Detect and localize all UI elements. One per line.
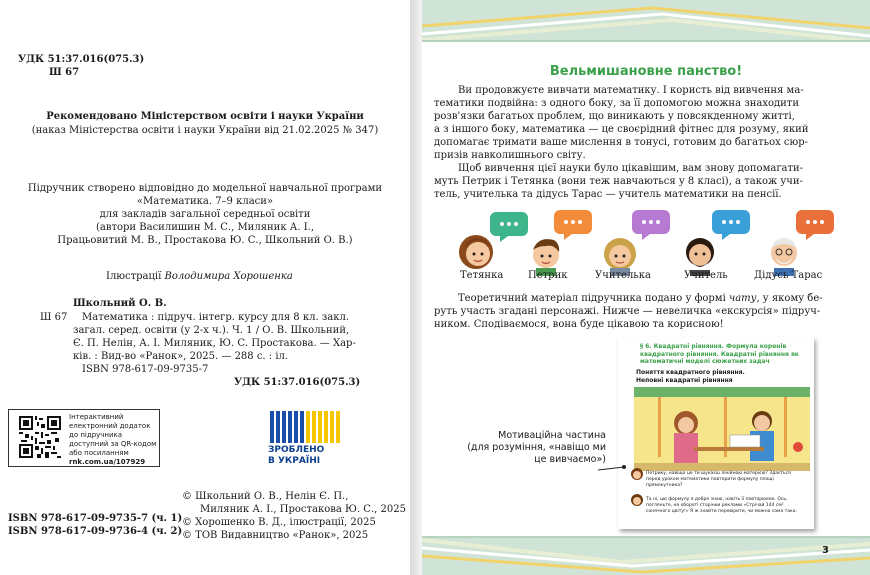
- illustrator-name: Володимира Хорошенка: [164, 271, 293, 282]
- qr-code-icon[interactable]: [19, 416, 61, 458]
- qr-text-2: електронний додаток: [69, 422, 151, 430]
- p1-line-6: призів навколишнього світу.: [434, 150, 586, 161]
- motivation-caption: [456, 430, 606, 466]
- right-page: [422, 0, 870, 575]
- p2-line-1: Щоб вивчення цієї науки було цікавішим, вам знову допомагати-: [458, 163, 804, 174]
- program-line-3: для закладів загальної середньої освіти: [99, 209, 311, 220]
- isbn-part-2: ISBN 978-617-09-9736-4 (ч. 2): [8, 526, 183, 537]
- p1-line-1: Ви продовжуєте вивчати математику. І користь від вивчення ма-: [458, 85, 804, 96]
- qr-description: [69, 413, 157, 467]
- program-line-5: Працьовитий М. В., Простакова Ю. С., Школьний О. В.): [57, 235, 353, 246]
- copyright-1: © Школьний О. В., Нелін Є. П.,: [182, 491, 349, 502]
- sh-code: Ш 67: [49, 67, 80, 78]
- recommendation-line-1: Рекомендовано Міністерством освіти і науки України: [46, 111, 364, 122]
- intro-paragraph-1: [434, 84, 844, 162]
- p2-line-3: тель, учителька та дідусь Тарас — учитель математики на пенсії.: [434, 189, 782, 200]
- copyright-3: © Хорошенко В. Д., ілюстрації, 2025: [182, 517, 376, 528]
- illustrations-credit: [106, 270, 293, 283]
- p2-line-2: муть Петрик і Тетянка (вони теж навчаються у 8 класі), а також учи-: [434, 176, 803, 187]
- page-number: 3: [822, 545, 829, 556]
- copyright-2: Миляник А. І., Простакова Ю. С., 2025: [200, 504, 406, 515]
- top-decor-band: [422, 0, 870, 42]
- label-grandpa-taras: Дідусь Тарас: [754, 270, 823, 281]
- qr-link[interactable]: rnk.com.ua/107929: [69, 458, 146, 466]
- inset-dialogue-1: Петрику, навіщо це ти шукаєш лінійною матерією? Здається перед уроком математики повторити формулу площі прямокутника?: [646, 471, 791, 488]
- qr-text-4: доступний за QR-кодом: [69, 440, 157, 448]
- inset-subheading-1: Поняття квадратного рівняння.: [636, 369, 745, 376]
- recommendation-line-2: (наказ Міністерства освіти і науки України від 21.02.2025 № 347): [31, 125, 379, 136]
- textbook-page-preview: [618, 337, 814, 529]
- p1-line-5: допомагає тримати ваше мислення в тонусі, готовим до багатьох сюр-: [434, 137, 808, 148]
- qr-text-5: або посиланням: [69, 449, 129, 457]
- speaker-avatar-2-icon: [630, 493, 644, 507]
- intro-paragraph-3: [434, 292, 844, 331]
- inset-dialogue-2: Та ні, цю формулу я добре знаю, навіть її повторюємо. Ось, погляньте, на обороті сторінки реклами «Стрічай 144 см² сонячного цвіту!» Я ж знайти перевірити, чи можна сама така.: [646, 497, 797, 514]
- program-line-4: (автори Василишин М. С., Миляник А. І.,: [95, 222, 315, 233]
- top-band-stripes-icon: [422, 0, 870, 42]
- p1-line-3: розв'язки багатьох проблем, що виникають у повсякденному житті,: [434, 111, 795, 122]
- character-petryk-avatar: [524, 208, 600, 278]
- isbn-part-1: ISBN 978-617-09-9735-7 (ч. 1): [8, 513, 183, 524]
- character-teacher-female-avatar: [598, 208, 674, 278]
- biblio-author: Школьний О. В.: [73, 298, 167, 309]
- character-tetyanka-avatar: [456, 208, 532, 278]
- p1-line-2: тематики подвійна: з одного боку, за її допомогою можна знаходити: [434, 98, 799, 109]
- intro-paragraph-2: [434, 162, 844, 201]
- p1-line-4: а з іншого боку, математика — це своєрідний фітнес для розуму, який: [434, 124, 809, 135]
- inset-heading: § 6. Квадратні рівняння. Формула коренів квадратного рівняння. Квадратні рівняння як математичні моделі сюжетних задач: [640, 343, 799, 365]
- p3-line-1: [434, 292, 844, 305]
- classroom-illustration: [634, 387, 810, 471]
- speaker-avatar-1-icon: [630, 467, 644, 481]
- motivation-line-3: це вивчаємо»): [534, 454, 606, 465]
- label-teacher-male: Учитель: [684, 270, 728, 281]
- p3-line-1c: , у якому бе-: [756, 293, 823, 304]
- motivation-line-2: (для розуміння, «навіщо ми: [467, 442, 606, 453]
- program-line-1: Підручник створено відповідно до модельної навчальної програми: [27, 183, 383, 194]
- made-in-ukraine-text: [268, 445, 348, 467]
- biblio-line-1: Математика : підруч. інтегр. курсу для 8 кл. закл.: [82, 312, 350, 323]
- biblio-line-4: ків. : Вид-во «Ранок», 2025. — 288 с. : іл.: [73, 351, 289, 362]
- udk-bottom: УДК 51:37.016(075.3): [234, 377, 361, 388]
- made-in-ukraine-logo: [268, 409, 343, 445]
- p3-line-1a: Теоретичний матеріал підручника подано у формі: [458, 293, 726, 304]
- inset-subheading-2: Неповні квадратні рівняння: [636, 377, 733, 384]
- character-teacher-male-avatar: [678, 208, 754, 278]
- qr-code-box: [8, 409, 160, 467]
- p3-line-3: ником. Сподіваємося, вона буде цікавою та корисною!: [434, 319, 724, 330]
- copyright-4: © ТОВ Видавництво «Ранок», 2025: [182, 530, 369, 541]
- made-in-ukraine-line-2: В УКРАЇНІ: [268, 456, 321, 466]
- udk-code: УДК 51:37.016(075.3): [18, 54, 145, 65]
- left-page: [0, 0, 410, 575]
- label-teacher-female: Учителька: [595, 270, 651, 281]
- illustrations-prefix: Ілюстрації: [106, 271, 162, 282]
- p3-chat-word: чату: [728, 293, 757, 304]
- biblio-isbn: ISBN 978-617-09-9735-7: [82, 364, 209, 375]
- made-in-ukraine-line-1: ЗРОБЛЕНО: [268, 445, 325, 455]
- bottom-decor-band: [422, 536, 870, 575]
- pointer-line-icon: [598, 460, 628, 474]
- p3-line-2: руть участь згадані персонажі. Нижче — невеличка «екскурсія» підруч-: [434, 306, 821, 317]
- program-line-2: «Математика. 7–9 класи»: [136, 196, 274, 207]
- label-petryk: Петрик: [528, 270, 568, 281]
- qr-text-3: до підручника: [69, 431, 123, 439]
- motivation-line-1: Мотиваційна частина: [498, 430, 606, 441]
- greeting-heading: Вельмишановне панство!: [549, 64, 743, 79]
- qr-text-1: Інтерактивний: [69, 413, 124, 421]
- book-gutter: [410, 0, 422, 575]
- biblio-line-3: Є. П. Нелін, А. І. Миляник, Ю. С. Простакова. — Хар-: [73, 338, 356, 349]
- bottom-band-stripes-icon: [422, 536, 870, 575]
- character-grandpa-taras-avatar: [764, 208, 840, 278]
- biblio-sh: Ш 67: [40, 312, 68, 323]
- label-tetyanka: Тетянка: [460, 270, 504, 281]
- biblio-line-2: загал. серед. освіти (у 2-х ч.). Ч. 1 / О. В. Школьний,: [73, 325, 350, 336]
